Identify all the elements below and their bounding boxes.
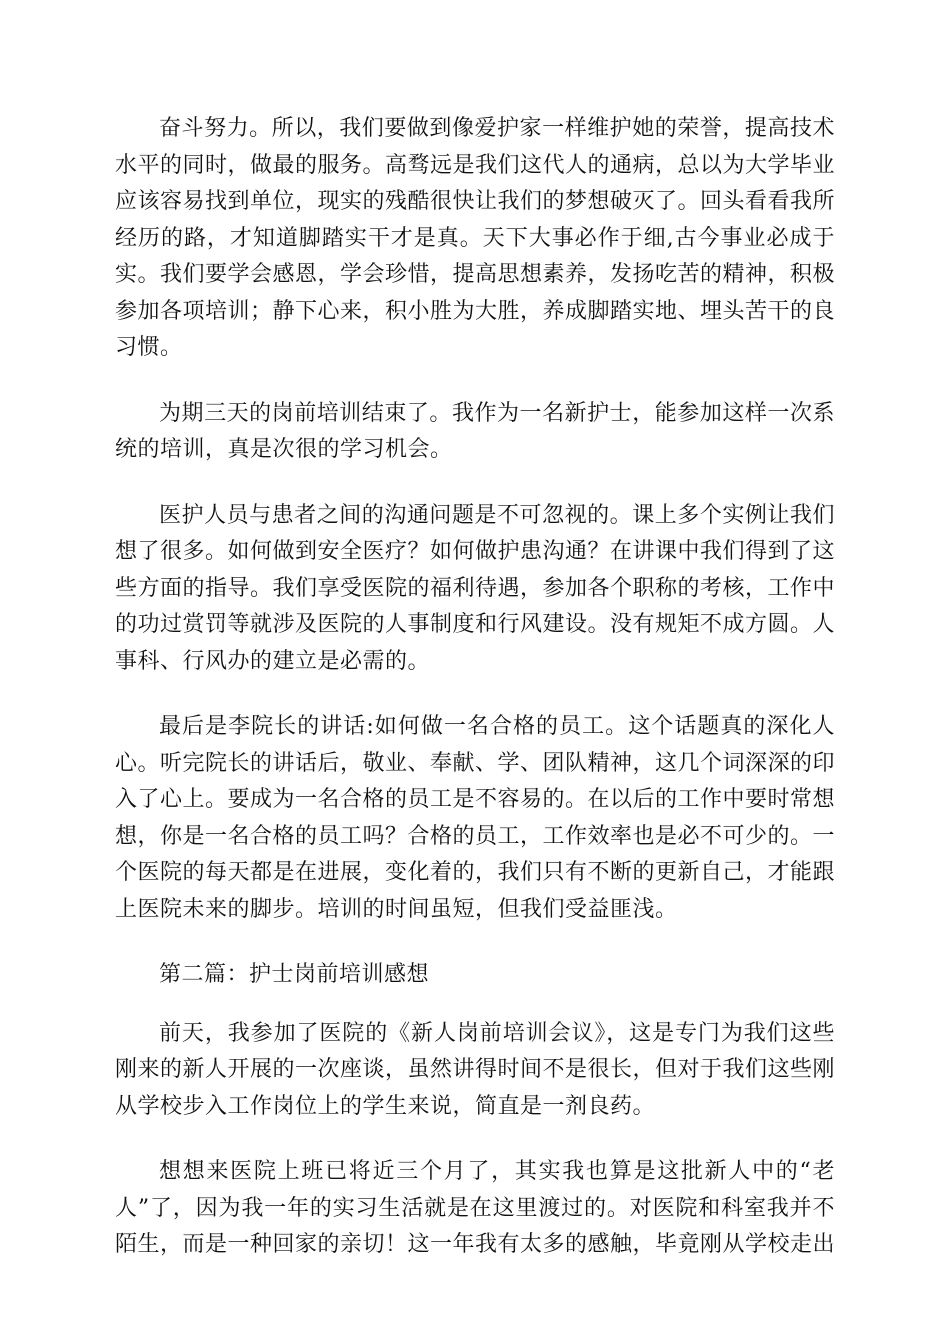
paragraph: 前天，我参加了医院的《新人岗前培训会议》，这是专门为我们这些刚来的新人开展的一次座谈，虽然讲得时间不是很长，但对于我们这些刚从学校步入工作岗位上的学生来说，简直是一剂良药。 [115, 1020, 836, 1119]
section-heading: 第二篇：护士岗前培训感想 [159, 962, 430, 987]
paragraph: 想想来医院上班已将近三个月了，其实我也算是这批新人中的“老人”了，因为我一年的实习生活就是在这里渡过的。对医院和科室我并不陌生，而是一种回家的亲切！这一年我有太多的感触，毕竟刚从学校走出 [115, 1159, 836, 1257]
paragraph: 最后是李院长的讲话:如何做一名合格的员工。这个话题真的深化人心。听完院长的讲话后，敬业、奉献、学、团队精神，这几个词深深的印入了心上。要成为一名合格的员工是不容易的。在以后的工作中要时常想想，你是一名合格的员工吗？合格的员工，工作效率也是必不可少的。一个医院的每天都是在进展，变化着的，我们只有不断的更新自己，才能跟上医院未来的脚步。培训的时间虽短，但我们受益匪浅。 [115, 714, 836, 922]
paragraph: 医护人员与患者之间的沟通问题是不可忽视的。课上多个实例让我们想了很多。如何做到安全医疗？如何做护患沟通？在讲课中我们得到了这些方面的指导。我们享受医院的福利待遇，参加各个职称的考核，工作中的功过赏罚等就涉及医院的人事制度和行风建设。没有规矩不成方圆。人事科、行风办的建立是必需的。 [115, 502, 836, 674]
paragraph: 奋斗努力。所以，我们要做到像爱护家一样维护她的荣誉，提高技术水平的同时，做最的服务。高骛远是我们这代人的通病，总以为大学毕业应该容易找到单位，现实的残酷很快让我们的梦想破灭了。回头看看我所经历的路，才知道脚踏实干才是真。天下大事必作于细,古今事业必成于实。我们要学会感恩，学会珍惜，提高思想素养，发扬吃苦的精神，积极参加各项培训；静下心来，积小胜为大胜，养成脚踏实地、埋头苦干的良习惯。 [115, 116, 836, 360]
paragraph: 为期三天的岗前培训结束了。我作为一名新护士，能参加这样一次系统的培训，真是次很的学习机会。 [115, 400, 835, 462]
